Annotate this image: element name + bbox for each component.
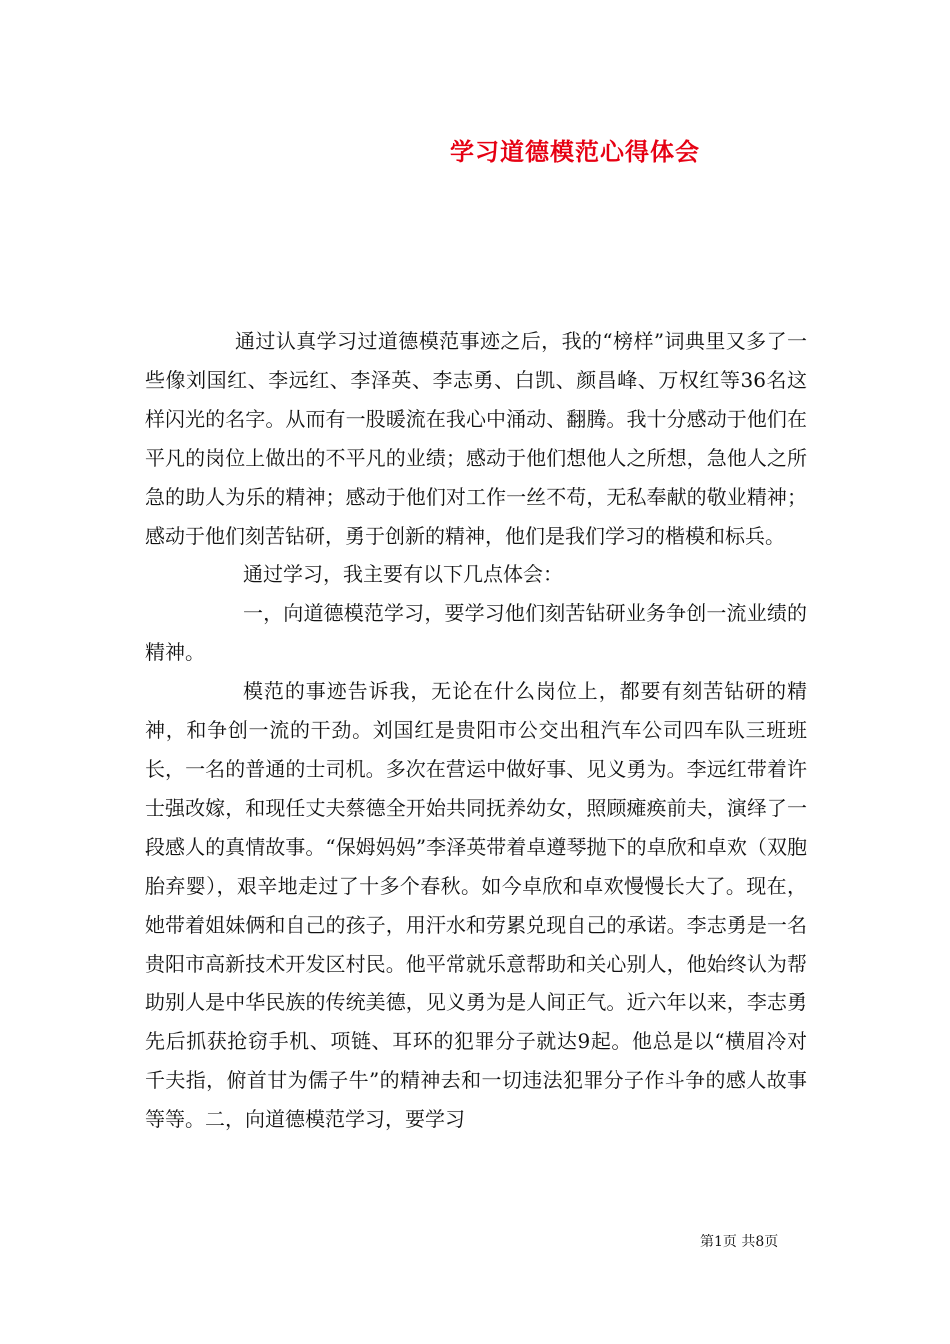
paragraph-summary: 通过学习，我主要有以下几点体会： — [243, 562, 563, 587]
paragraph-examples: 模范的事迹告诉我，无论在什么岗位上，都要有刻苦钻研的精神，和争创一流的干劲。刘国红是贵阳市公交出租汽车公司四车队三班班长，一名的普通的士司机。多次在营运中做好事、见义勇为。李远红带着许士强改嫁，和现任丈夫蔡德全开始共同抚养幼女，照顾瘫痪前夫，演绎了一段感人的真情故事。“保姆妈妈”李泽英带着卓遵琴抛下的卓欣和卓欢（双胞胎弃婴），艰辛地走过了十多个春秋。如今卓欣和卓欢慢慢长大了。现在，她带着姐妹俩和自己的孩子，用汗水和劳累兑现自己的承诺。李志勇是一名贵阳市高新技术开发区村民。他平常就乐意帮助和关心别人，他始终认为帮助别人是中华民族的传统美德，见义勇为是人间正气。近六年以来，李志勇先后抓获抢窃手机、项链、耳环的犯罪分子就达9起。他总是以“横眉冷对千夫指，俯首甘为儒子牛”的精神去和一切违法犯罪分子作斗争的感人故事等等。二，向道德模范学习，要学习 — [145, 679, 807, 1132]
page-number: 第1页 共8页 — [700, 1234, 779, 1250]
page-title: 学习道德模范心得体会 — [450, 137, 700, 166]
document-body — [145, 322, 807, 1139]
paragraph-intro: 通过认真学习过道德模范事迹之后，我的“榜样”词典里又多了一些像刘国红、李远红、李泽英、李志勇、白凯、颜昌峰、万权红等36名这样闪光的名字。从而有一股暖流在我心中涌动、翻腾。我十分感动于他们在平凡的岗位上做出的不平凡的业绩；感动于他们想他人之所想，急他人之所急的助人为乐的精神；感动于他们对工作一丝不苟，无私奉献的敬业精神；感动于他们刻苦钻研，勇于创新的精神，他们是我们学习的楷模和标兵。 — [145, 329, 807, 548]
paragraph-point-one: 一，向道德模范学习，要学习他们刻苦钻研业务争创一流业绩的精神。 — [145, 601, 807, 665]
